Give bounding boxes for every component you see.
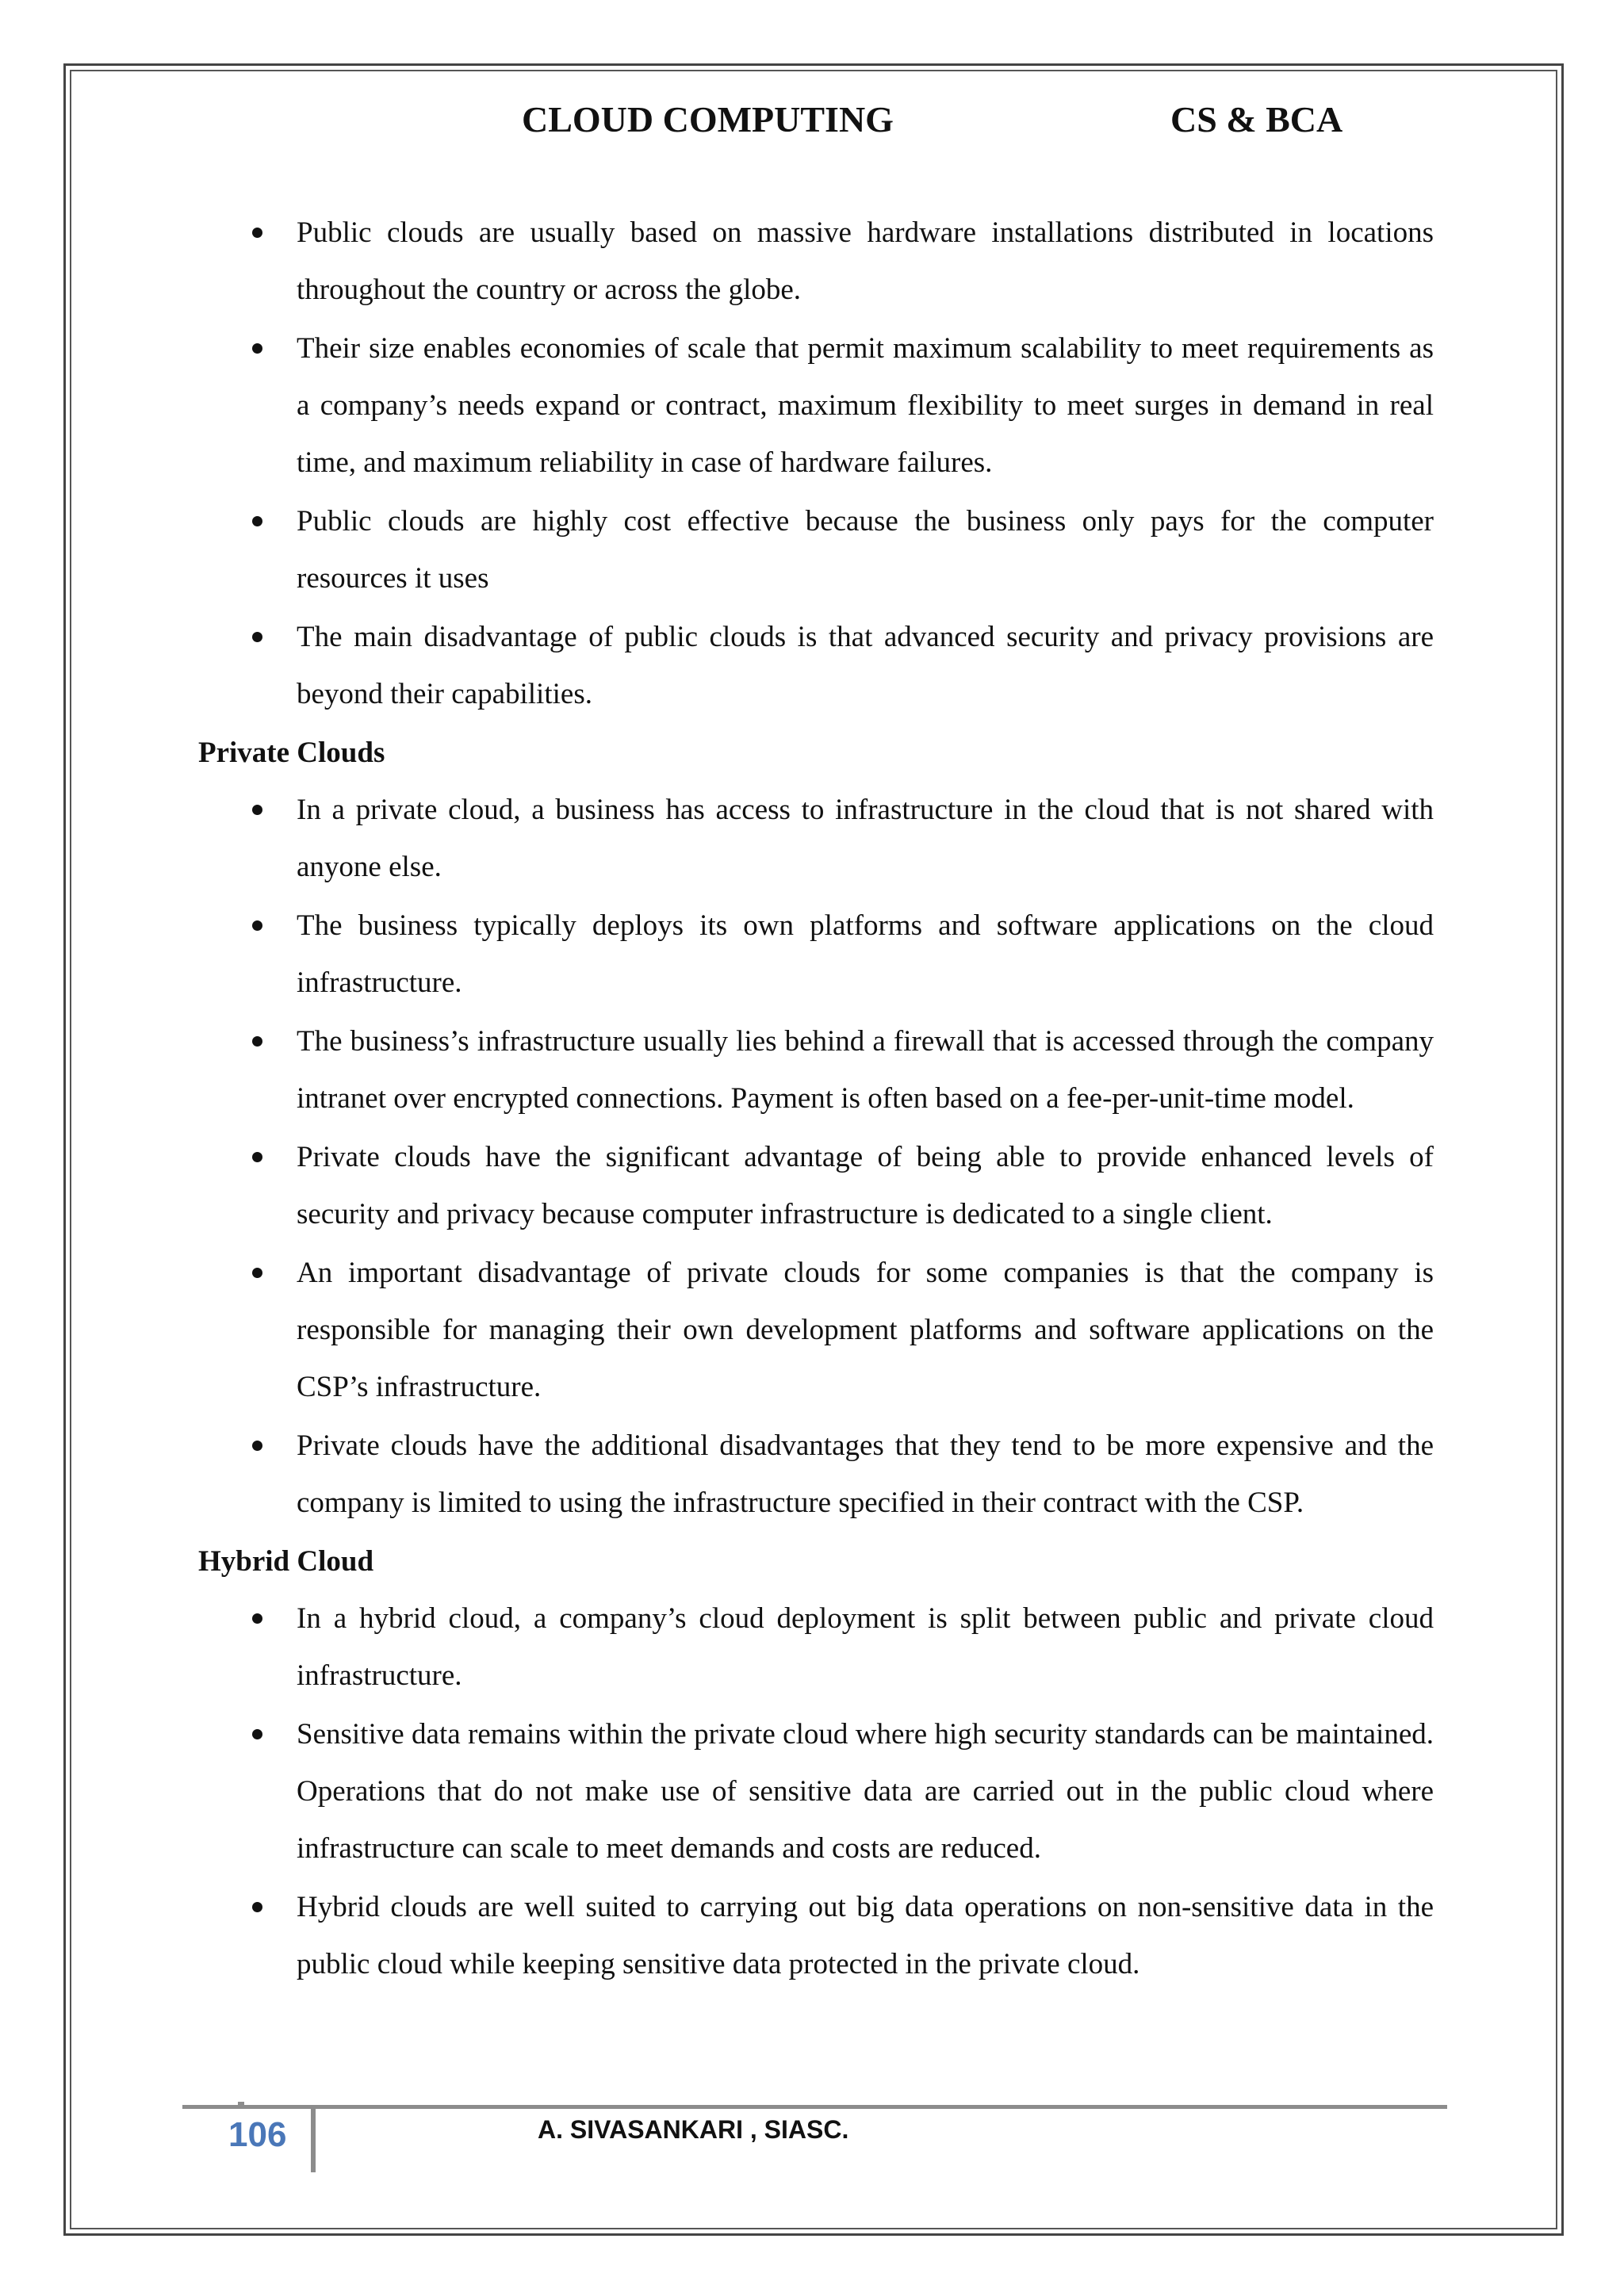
section-heading-private-clouds: Private Clouds bbox=[198, 737, 385, 769]
bullet-icon bbox=[252, 632, 262, 642]
public-clouds-list bbox=[198, 205, 1434, 723]
page-header bbox=[0, 98, 1624, 146]
page-number-divider bbox=[311, 2109, 316, 2172]
bullet-icon bbox=[252, 1268, 262, 1278]
bullet-icon bbox=[252, 516, 262, 526]
header-course: CS & BCA bbox=[1170, 99, 1343, 140]
page-content bbox=[198, 205, 1434, 1995]
bullet-icon bbox=[252, 1036, 262, 1047]
bullet-icon bbox=[252, 1613, 262, 1624]
section-heading-hybrid-cloud: Hybrid Cloud bbox=[198, 1545, 374, 1578]
bullet-icon bbox=[252, 1441, 262, 1451]
list-item: Private clouds have the significant advantage of being able to provide enhanced levels of security and privacy because computer infrastructure is dedicated to a single client. bbox=[198, 1129, 1434, 1243]
footer-author: A. SIVASANKARI , SIASC. bbox=[538, 2115, 849, 2144]
bullet-icon bbox=[252, 343, 262, 354]
list-item: The business typically deploys its own platforms and software applications on the cloud infrastructure. bbox=[198, 897, 1434, 1012]
bullet-icon bbox=[252, 1152, 262, 1162]
footer-divider bbox=[182, 2105, 1447, 2109]
bullet-icon bbox=[252, 1729, 262, 1739]
list-item: The main disadvantage of public clouds is that advanced security and privacy provisions are beyond their capabilities. bbox=[198, 609, 1434, 723]
bullet-icon bbox=[252, 920, 262, 931]
bullet-icon bbox=[252, 805, 262, 815]
list-item: In a hybrid cloud, a company’s cloud deployment is split between public and private cloud infrastructure. bbox=[198, 1590, 1434, 1705]
footer-divider-cap bbox=[238, 2102, 244, 2105]
header-title: CLOUD COMPUTING bbox=[522, 99, 894, 140]
list-item: Public clouds are highly cost effective because the business only pays for the computer resources it uses bbox=[198, 493, 1434, 607]
page-number: 106 bbox=[228, 2115, 287, 2154]
list-item: Sensitive data remains within the private cloud where high security standards can be maintained. Operations that do not make use of sensitive data are carried out in the public cloud where infrastructure can scale to meet demands and costs are reduced. bbox=[198, 1706, 1434, 1877]
private-clouds-list bbox=[198, 782, 1434, 1532]
list-item: An important disadvantage of private clouds for some companies is that the company is responsible for managing their own development platforms and software applications on the CSP’s infrastructure. bbox=[198, 1245, 1434, 1416]
bullet-icon bbox=[252, 1902, 262, 1912]
list-item: Hybrid clouds are well suited to carrying out big data operations on non-sensitive data in the public cloud while keeping sensitive data protected in the private cloud. bbox=[198, 1879, 1434, 1993]
list-item: In a private cloud, a business has access to infrastructure in the cloud that is not shared with anyone else. bbox=[198, 782, 1434, 896]
list-item: Their size enables economies of scale that permit maximum scalability to meet requirements as a company’s needs expand or contract, maximum flexibility to meet surges in demand in real time, and maximum reliability in case of hardware failures. bbox=[198, 320, 1434, 492]
bullet-icon bbox=[252, 228, 262, 238]
list-item: The business’s infrastructure usually lies behind a firewall that is accessed through the company intranet over encrypted connections. Payment is often based on a fee-per-unit-time model. bbox=[198, 1013, 1434, 1127]
list-item: Public clouds are usually based on massive hardware installations distributed in locations throughout the country or across the globe. bbox=[198, 205, 1434, 319]
hybrid-cloud-list bbox=[198, 1590, 1434, 1993]
list-item: Private clouds have the additional disadvantages that they tend to be more expensive and the company is limited to using the infrastructure specified in their contract with the CSP. bbox=[198, 1418, 1434, 1532]
